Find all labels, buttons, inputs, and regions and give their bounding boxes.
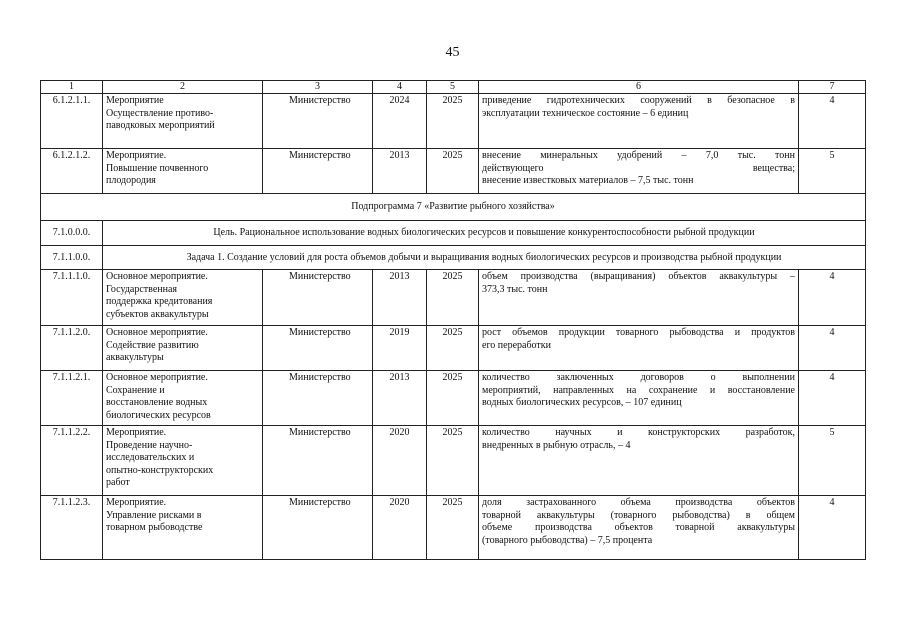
row-code: 7.1.1.1.0.: [41, 270, 103, 326]
measure-name-line: работ: [106, 477, 130, 488]
row-code: 7.1.1.2.3.: [41, 496, 103, 560]
goal-text: Задача 1. Создание условий для роста объемов добычи и выращивания водных биологических ресурсов и производства рыбной продукции: [103, 246, 866, 270]
expected-result: [479, 149, 799, 194]
column-header: 4: [373, 81, 427, 94]
start-year: 2024: [373, 94, 427, 149]
column-header: 2: [103, 81, 263, 94]
expected-result-line: 373,3 тыс. тонн: [482, 283, 548, 295]
row-code: 7.1.0.0.0.: [41, 221, 103, 246]
measure-name-line: Основное мероприятие.: [106, 372, 208, 383]
table-row: [41, 194, 866, 221]
expected-result-line: количество научных и конструкторских разработок,: [482, 427, 795, 438]
start-year: 2013: [373, 149, 427, 194]
expected-result: [479, 426, 799, 496]
table-row: [41, 496, 866, 560]
start-year: 2020: [373, 426, 427, 496]
table-row: [41, 371, 866, 426]
start-year: 2019: [373, 326, 427, 371]
row-code: 7.1.1.2.2.: [41, 426, 103, 496]
expected-result-line: (товарного рыбоводства) – 7,5 процента: [482, 534, 653, 546]
measure-name: [103, 326, 263, 371]
column-header: 7: [799, 81, 866, 94]
expected-result-line: внесение минеральных удобрений – 7,0 тыс. тонн: [482, 150, 795, 161]
goal-text: Цель. Рациональное использование водных биологических ресурсов и повышение конкурентоспособности рыбной продукции: [103, 221, 866, 246]
end-year: 2025: [427, 371, 479, 426]
measure-name-line: Мероприятие.: [106, 150, 167, 161]
column-header: 3: [263, 81, 373, 94]
measure-name-line: Мероприятие.: [106, 497, 167, 508]
expected-result-line: водных биологических ресурсов, – 107 единиц: [482, 397, 682, 408]
table-row: [41, 426, 866, 496]
expected-result-line: эксплуатации техническое состояние – 6 единиц: [482, 107, 689, 119]
expected-result: [479, 496, 799, 560]
column-header: 5: [427, 81, 479, 94]
expected-result-line: объем производства (выращивания) объектов аквакультуры –: [482, 271, 795, 282]
expected-result-line: внесение известковых материалов – 7,5 тыс. тонн: [482, 175, 694, 186]
executor: Министерство: [263, 270, 373, 326]
expected-result: [479, 270, 799, 326]
indicator-ref: 5: [799, 426, 866, 496]
expected-result-line: рост объемов продукции товарного рыбоводства и продуктов: [482, 327, 795, 338]
indicator-ref: 4: [799, 326, 866, 371]
expected-result-line: мероприятий, направленных на сохранение и восстановление: [482, 384, 795, 396]
indicator-ref: 4: [799, 94, 866, 149]
executor: Министерство: [263, 149, 373, 194]
measure-name-line: биологических ресурсов: [106, 409, 211, 421]
start-year: 2013: [373, 270, 427, 326]
table-row: [41, 221, 866, 246]
executor: Министерство: [263, 94, 373, 149]
expected-result-line: количество заключенных договоров о выполнении: [482, 372, 795, 383]
column-header: 6: [479, 81, 799, 94]
executor: Министерство: [263, 371, 373, 426]
measure-name-line: Мероприятие.: [106, 427, 167, 438]
measure-name-line: Повышение почвенного: [106, 162, 209, 174]
page-number: 45: [445, 45, 460, 60]
end-year: 2025: [427, 149, 479, 194]
measure-name-line: аквакультуры: [106, 352, 164, 363]
table-body: [41, 81, 866, 560]
measure-name: [103, 371, 263, 426]
row-code: 6.1.2.1.1.: [41, 94, 103, 149]
executor: Министерство: [263, 326, 373, 371]
indicator-ref: 4: [799, 371, 866, 426]
measure-name-line: Осуществление противо-: [106, 107, 214, 119]
measure-name-line: Основное мероприятие.: [106, 327, 208, 338]
measure-name-line: опытно-конструкторских: [106, 464, 214, 476]
measure-name-line: Мероприятие: [106, 95, 164, 106]
expected-result-line: действующего вещества;: [482, 162, 795, 174]
program-table: [40, 80, 866, 560]
measure-name-line: паводковых мероприятий: [106, 120, 215, 131]
measure-name: [103, 94, 263, 149]
measure-name-line: восстановление водных: [106, 397, 208, 408]
indicator-ref: 4: [799, 270, 866, 326]
measure-name-line: поддержка кредитования: [106, 296, 213, 307]
measure-name-line: Управление рисками в: [106, 509, 202, 521]
table-row: [41, 270, 866, 326]
expected-result-line: его переработки: [482, 339, 551, 351]
measure-name-line: товарном рыбоводстве: [106, 522, 203, 533]
measure-name-line: исследовательских и: [106, 452, 195, 463]
measure-name: [103, 426, 263, 496]
expected-result-line: товарной аквакультуры (товарного рыбоводства) в общем: [482, 509, 795, 521]
measure-name-line: Сохранение и: [106, 384, 165, 396]
end-year: 2025: [427, 94, 479, 149]
row-code: 7.1.1.2.1.: [41, 371, 103, 426]
expected-result-line: внедренных в рыбную отрасль, – 4: [482, 439, 631, 451]
end-year: 2025: [427, 326, 479, 371]
table-row: [41, 149, 866, 194]
executor: Министерство: [263, 426, 373, 496]
table-row: [41, 94, 866, 149]
measure-name-line: Проведение научно-: [106, 439, 193, 451]
expected-result: [479, 94, 799, 149]
measure-name-line: Основное мероприятие.: [106, 271, 208, 282]
row-code: 7.1.1.2.0.: [41, 326, 103, 371]
row-code: 6.1.2.1.2.: [41, 149, 103, 194]
expected-result-line: доля застрахованного объема производства объектов: [482, 497, 795, 508]
measure-name-line: субъектов аквакультуры: [106, 308, 209, 320]
measure-name-line: Содействие развитию: [106, 339, 199, 351]
indicator-ref: 5: [799, 149, 866, 194]
end-year: 2025: [427, 496, 479, 560]
expected-result-line: приведение гидротехнических сооружений в безопасное в: [482, 95, 795, 106]
measure-name: [103, 149, 263, 194]
end-year: 2025: [427, 426, 479, 496]
start-year: 2013: [373, 371, 427, 426]
measure-name: [103, 270, 263, 326]
measure-name: [103, 496, 263, 560]
expected-result: [479, 326, 799, 371]
start-year: 2020: [373, 496, 427, 560]
measure-name-line: Государственная: [106, 283, 178, 295]
subprogram-title: Подпрограмма 7 «Развитие рыбного хозяйства»: [41, 194, 866, 221]
column-header: 1: [41, 81, 103, 94]
indicator-ref: 4: [799, 496, 866, 560]
expected-result-line: объеме производства объектов товарной аквакультуры: [482, 522, 795, 533]
measure-name-line: плодородия: [106, 175, 156, 186]
expected-result: [479, 371, 799, 426]
end-year: 2025: [427, 270, 479, 326]
column-number-row: [41, 81, 866, 94]
executor: Министерство: [263, 496, 373, 560]
table-row: [41, 246, 866, 270]
row-code: 7.1.1.0.0.: [41, 246, 103, 270]
table-row: [41, 326, 866, 371]
